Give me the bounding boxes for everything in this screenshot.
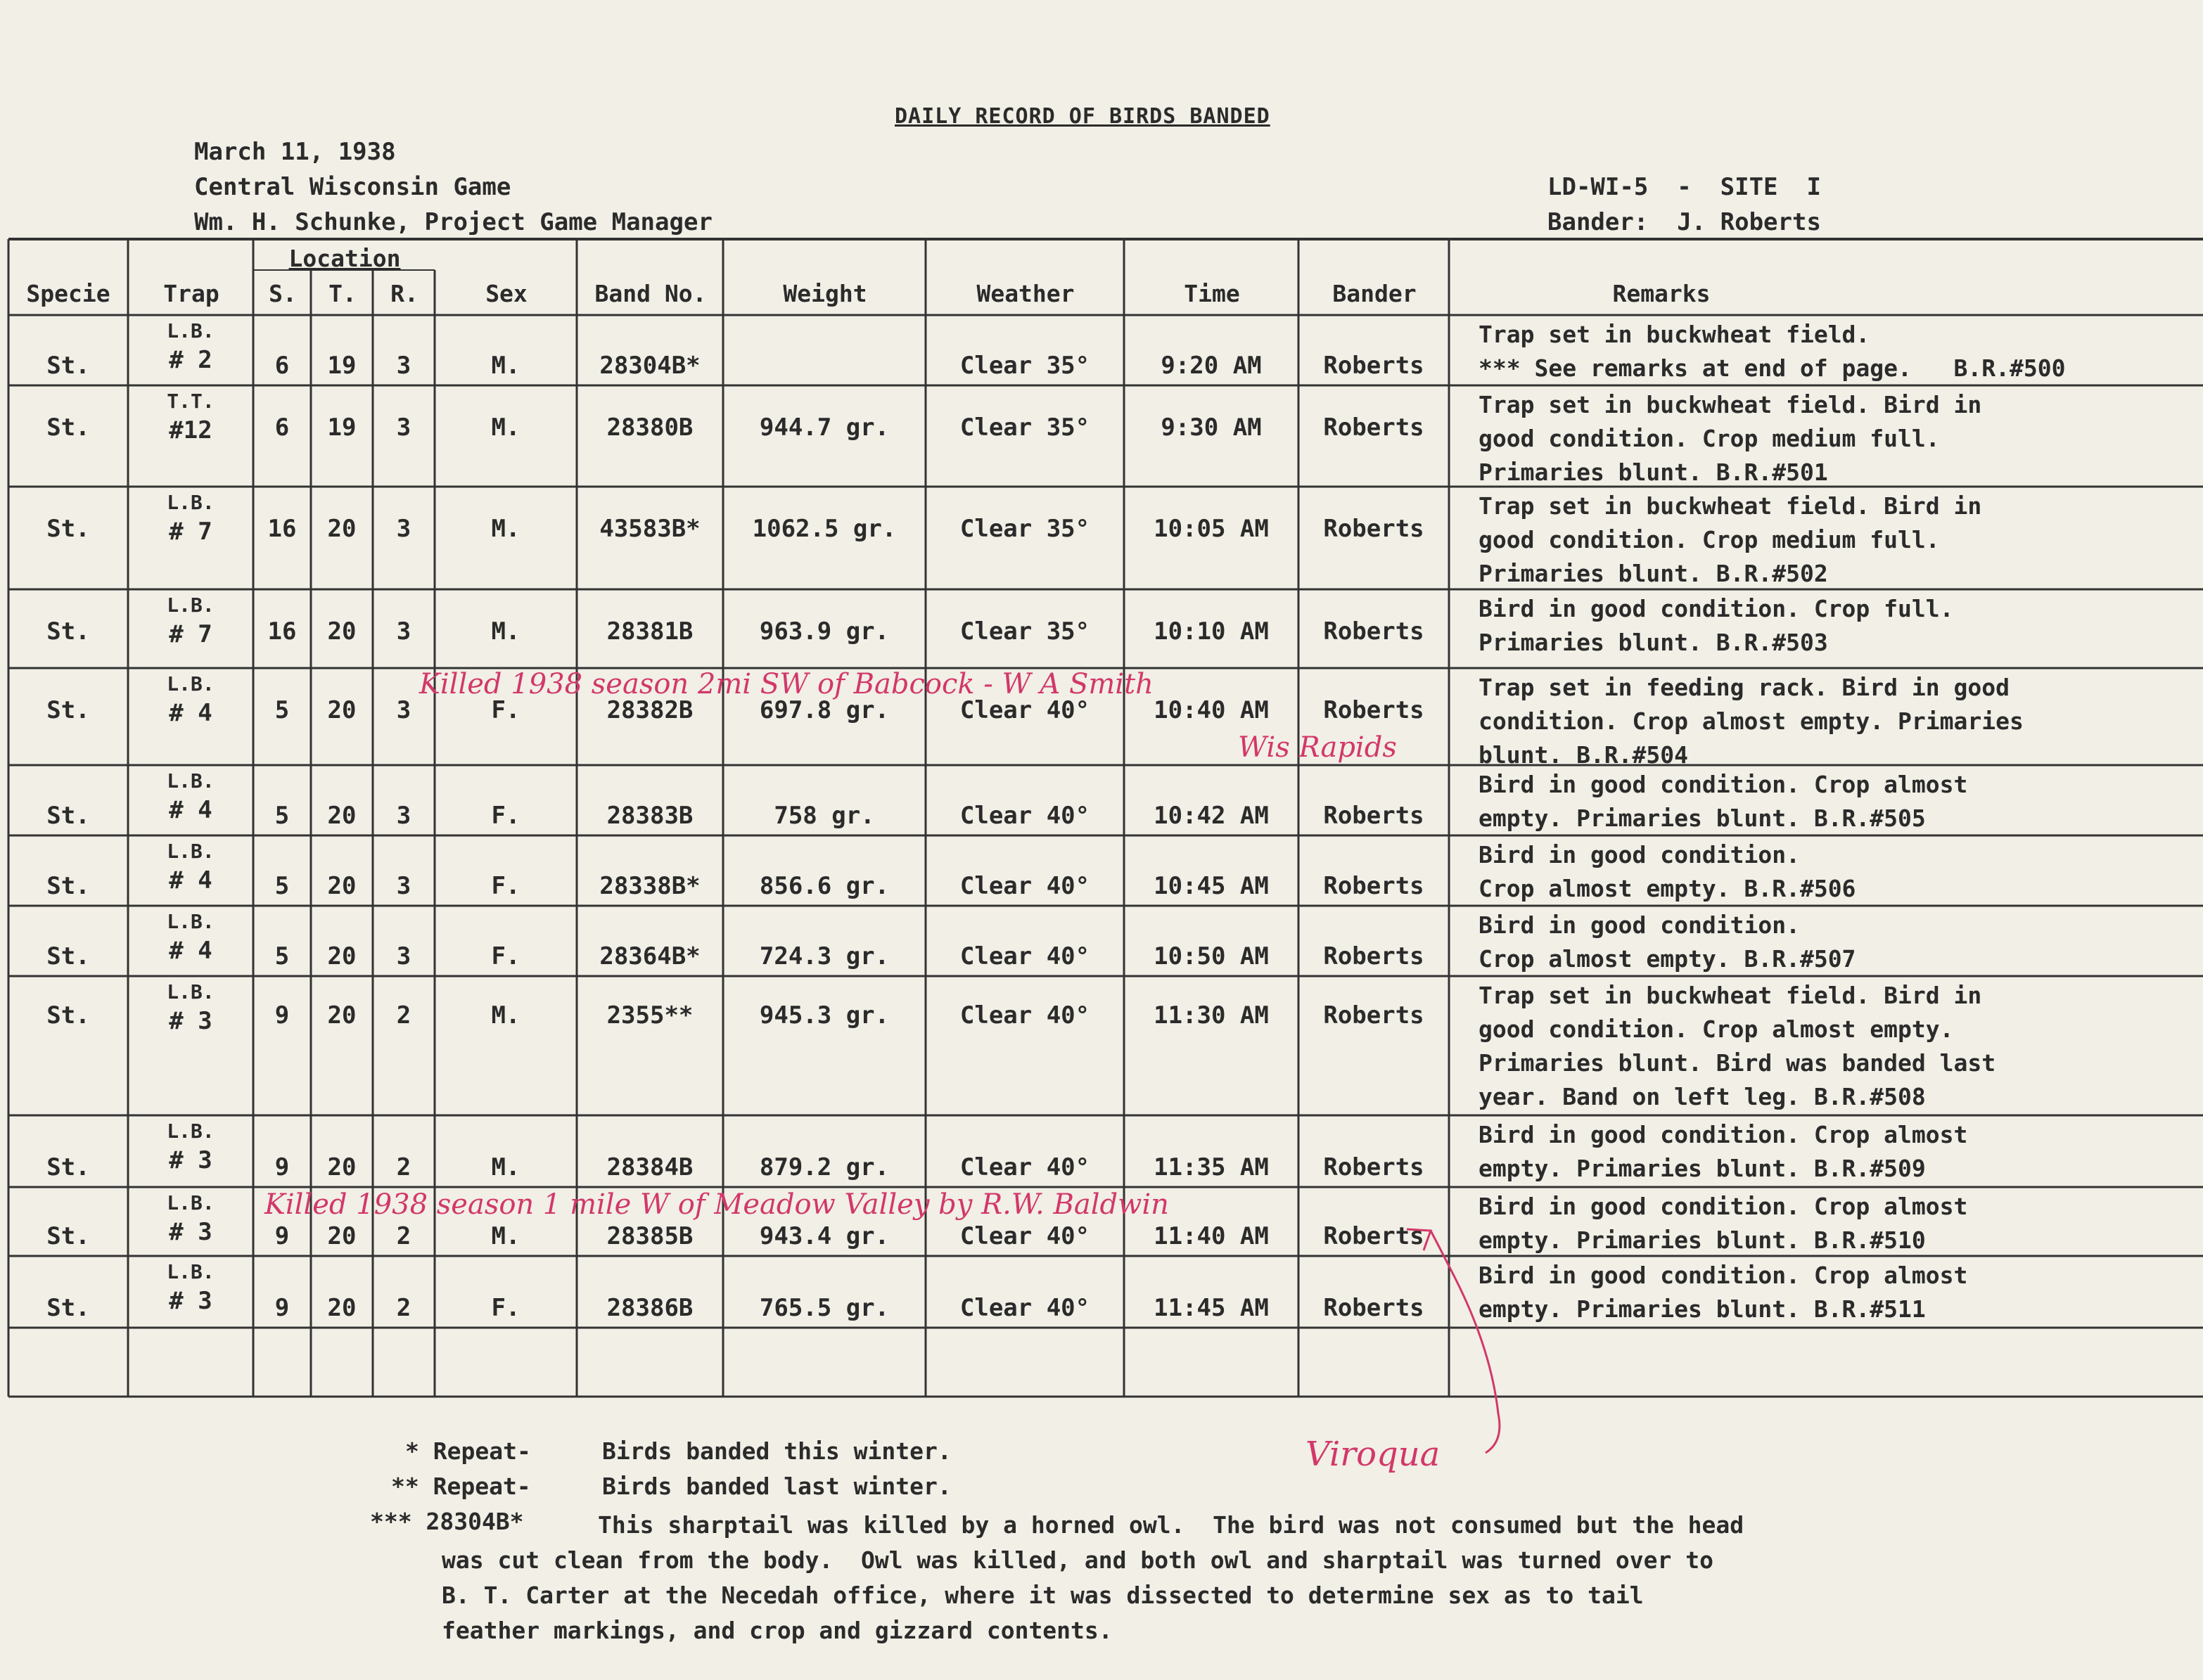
cell-s: 5 <box>274 802 290 830</box>
column-header-remarks: Remarks <box>1612 280 1711 307</box>
cell-r: 2 <box>396 1001 411 1030</box>
cell-bander: Roberts <box>1323 413 1424 442</box>
cell-trap-number: # 7 <box>169 518 212 546</box>
cell-remarks: Bird in good condition. Crop almost empty. B.R.#507 <box>1479 911 1856 973</box>
cell-trap-type: L.B. <box>167 980 215 1003</box>
cell-trap-type: L.B. <box>167 840 215 863</box>
cell-bander: Roberts <box>1323 1153 1424 1181</box>
cell-trap-type: L.B. <box>167 594 215 617</box>
cell-weather: Clear 40° <box>959 1153 1090 1181</box>
cell-trap-number: # 3 <box>169 1287 212 1315</box>
cell-weather: Clear 40° <box>959 1001 1090 1030</box>
cell-sex: M. <box>491 352 521 380</box>
cell-trap-type: L.B. <box>167 319 215 342</box>
cell-specie: St. <box>46 696 90 724</box>
cell-s: 9 <box>274 1001 290 1030</box>
cell-specie: St. <box>46 352 90 380</box>
cell-time: 9:20 AM <box>1161 352 1262 380</box>
manager: Wm. H. Schunke, Project Game Manager <box>194 208 713 236</box>
cell-s: 6 <box>274 352 290 380</box>
cell-time: 10:40 AM <box>1154 696 1269 724</box>
cell-sex: M. <box>491 617 521 646</box>
cell-weight: 724.3 gr. <box>759 942 890 970</box>
cell-weight: 963.9 gr. <box>759 617 890 646</box>
cell-r: 3 <box>396 617 411 646</box>
cell-sex: M. <box>491 1153 521 1181</box>
cell-time: 10:10 AM <box>1154 617 1269 646</box>
cell-weather: Clear 40° <box>959 1222 1090 1250</box>
cell-bander: Roberts <box>1323 802 1424 830</box>
cell-weather: Clear 35° <box>959 352 1090 380</box>
cell-weather: Clear 35° <box>959 413 1090 442</box>
column-header-specie: Specie <box>26 280 110 307</box>
cell-remarks: Trap set in buckwheat field. Bird in good condition. Crop medium full. Primaries blunt. B.R.#502 <box>1479 492 1982 587</box>
cell-r: 2 <box>396 1294 411 1322</box>
cell-bander: Roberts <box>1323 352 1424 380</box>
cell-weight: 697.8 gr. <box>759 696 890 724</box>
cell-band: 2355** <box>606 1001 694 1030</box>
cell-specie: St. <box>46 802 90 830</box>
cell-band: 28381B <box>606 617 694 646</box>
cell-sex: M. <box>491 515 521 543</box>
footnote-mark-repeat-winter: * Repeat- <box>405 1437 531 1465</box>
footnote-mark-owl: *** 28304B* <box>370 1508 524 1535</box>
cell-r: 3 <box>396 696 411 724</box>
cell-specie: St. <box>46 413 90 442</box>
cell-s: 16 <box>267 617 297 646</box>
footnote-text-repeat-last: Birds banded last winter. <box>602 1473 952 1500</box>
footnote-text-repeat-winter: Birds banded this winter. <box>602 1437 952 1465</box>
cell-time: 11:35 AM <box>1154 1153 1269 1181</box>
cell-remarks: Bird in good condition. Crop almost empty. Primaries blunt. B.R.#511 <box>1479 1262 1968 1323</box>
cell-trap-number: #12 <box>169 416 212 444</box>
cell-t: 20 <box>327 696 357 724</box>
cell-bander: Roberts <box>1323 942 1424 970</box>
cell-trap-number: # 7 <box>169 620 212 648</box>
cell-time: 10:42 AM <box>1154 802 1269 830</box>
cell-remarks: Bird in good condition. Crop almost empty. Primaries blunt. B.R.#509 <box>1479 1121 1968 1182</box>
cell-time: 10:05 AM <box>1154 515 1269 543</box>
cell-time: 10:45 AM <box>1154 872 1269 900</box>
cell-t: 20 <box>327 1001 357 1030</box>
cell-time: 10:50 AM <box>1154 942 1269 970</box>
cell-trap-type: L.B. <box>167 1260 215 1283</box>
column-header-band: Band No. <box>594 280 707 307</box>
cell-t: 20 <box>327 515 357 543</box>
cell-trap-type: L.B. <box>167 672 215 695</box>
cell-r: 3 <box>396 942 411 970</box>
cell-remarks: Bird in good condition. Crop almost empty. B.R.#506 <box>1479 841 1856 902</box>
cell-s: 5 <box>274 696 290 724</box>
cell-sex: F. <box>491 942 521 970</box>
cell-r: 2 <box>396 1153 411 1181</box>
cell-trap-number: # 4 <box>169 796 212 824</box>
cell-remarks: Bird in good condition. Crop full. Primaries blunt. B.R.#503 <box>1479 595 1954 656</box>
cell-bander: Roberts <box>1323 1294 1424 1322</box>
column-header-weight: Weight <box>783 280 867 307</box>
page-title: DAILY RECORD OF BIRDS BANDED <box>895 104 1270 129</box>
cell-trap-type: L.B. <box>167 1191 215 1214</box>
cell-trap-type: L.B. <box>167 1120 215 1143</box>
cell-specie: St. <box>46 1222 90 1250</box>
cell-weight: 879.2 gr. <box>759 1153 890 1181</box>
cell-band: 28304B* <box>599 352 701 380</box>
column-header-r: R. <box>390 280 419 307</box>
cell-t: 20 <box>327 1294 357 1322</box>
cell-time: 11:30 AM <box>1154 1001 1269 1030</box>
cell-sex: M. <box>491 413 521 442</box>
cell-sex: M. <box>491 1001 521 1030</box>
cell-weather: Clear 35° <box>959 515 1090 543</box>
cell-s: 6 <box>274 413 290 442</box>
cell-bander: Roberts <box>1323 1222 1424 1250</box>
cell-specie: St. <box>46 942 90 970</box>
cell-t: 20 <box>327 617 357 646</box>
column-header-location: Location <box>288 245 401 272</box>
handwritten-note-wis-rapids: Wis Rapids <box>1238 731 1397 764</box>
handwritten-note-viroqua: Viroqua <box>1305 1435 1441 1474</box>
cell-weather: Clear 35° <box>959 617 1090 646</box>
cell-band: 28338B* <box>599 872 701 900</box>
column-header-weather: Weather <box>976 280 1075 307</box>
cell-t: 20 <box>327 1153 357 1181</box>
cell-time: 9:30 AM <box>1161 413 1262 442</box>
handwritten-note-killed-meadow-valley: Killed 1938 season 1 mile W of Meadow Valley by R.W. Baldwin <box>264 1188 1169 1221</box>
cell-sex: M. <box>491 1222 521 1250</box>
cell-trap-type: T.T. <box>167 390 215 413</box>
cell-band: 28383B <box>606 802 694 830</box>
cell-t: 20 <box>327 942 357 970</box>
cell-sex: F. <box>491 872 521 900</box>
cell-t: 20 <box>327 1222 357 1250</box>
cell-trap-number: # 3 <box>169 1146 212 1174</box>
cell-trap-number: # 2 <box>169 346 212 374</box>
cell-r: 3 <box>396 802 411 830</box>
cell-weight: 1062.5 gr. <box>752 515 897 543</box>
cell-trap-type: L.B. <box>167 910 215 933</box>
column-header-s: S. <box>269 280 297 307</box>
cell-sex: F. <box>491 1294 521 1322</box>
cell-specie: St. <box>46 617 90 646</box>
cell-remarks: Bird in good condition. Crop almost empty. Primaries blunt. B.R.#510 <box>1479 1193 1968 1254</box>
organization: Central Wisconsin Game <box>194 173 511 201</box>
column-header-bander: Bander <box>1332 280 1417 307</box>
cell-weather: Clear 40° <box>959 872 1090 900</box>
cell-remarks: Trap set in buckwheat field. *** See remarks at end of page. B.R.#500 <box>1479 321 2066 382</box>
cell-specie: St. <box>46 1153 90 1181</box>
cell-specie: St. <box>46 1294 90 1322</box>
cell-weather: Clear 40° <box>959 802 1090 830</box>
cell-bander: Roberts <box>1323 617 1424 646</box>
record-date: March 11, 1938 <box>194 138 396 166</box>
cell-s: 9 <box>274 1294 290 1322</box>
cell-remarks: Trap set in buckwheat field. Bird in good condition. Crop medium full. Primaries blunt. B.R.#501 <box>1479 391 1982 486</box>
cell-s: 5 <box>274 872 290 900</box>
cell-r: 3 <box>396 413 411 442</box>
cell-band: 28382B <box>606 696 694 724</box>
cell-specie: St. <box>46 872 90 900</box>
cell-time: 11:40 AM <box>1154 1222 1269 1250</box>
cell-remarks: Trap set in buckwheat field. Bird in good condition. Crop almost empty. Primaries blunt. Bird was banded last year. Band on left leg. B.R.#508 <box>1479 982 1996 1110</box>
cell-band: 28384B <box>606 1153 694 1181</box>
cell-r: 2 <box>396 1222 411 1250</box>
cell-s: 5 <box>274 942 290 970</box>
column-header-trap: Trap <box>163 280 219 307</box>
cell-trap-number: # 4 <box>169 866 212 894</box>
cell-weight: 856.6 gr. <box>759 872 890 900</box>
cell-trap-number: # 3 <box>169 1218 212 1246</box>
cell-r: 3 <box>396 352 411 380</box>
cell-sex: F. <box>491 802 521 830</box>
cell-weather: Clear 40° <box>959 1294 1090 1322</box>
cell-time: 11:45 AM <box>1154 1294 1269 1322</box>
cell-weight: 943.4 gr. <box>759 1222 890 1250</box>
cell-t: 20 <box>327 872 357 900</box>
cell-bander: Roberts <box>1323 696 1424 724</box>
cell-specie: St. <box>46 515 90 543</box>
cell-s: 9 <box>274 1222 290 1250</box>
cell-band: 28385B <box>606 1222 694 1250</box>
bander-name: Bander: J. Roberts <box>1547 208 1821 236</box>
cell-remarks: Bird in good condition. Crop almost empty. Primaries blunt. B.R.#505 <box>1479 771 1968 832</box>
cell-band: 43583B* <box>599 515 701 543</box>
cell-band: 28364B* <box>599 942 701 970</box>
cell-weight: 945.3 gr. <box>759 1001 890 1030</box>
cell-weather: Clear 40° <box>959 696 1090 724</box>
cell-t: 19 <box>327 413 357 442</box>
cell-s: 9 <box>274 1153 290 1181</box>
cell-r: 3 <box>396 872 411 900</box>
cell-t: 19 <box>327 352 357 380</box>
handwritten-note-killed-babcock: Killed 1938 season 2mi SW of Babcock - W A Smith <box>419 668 1154 700</box>
cell-trap-number: # 3 <box>169 1007 212 1035</box>
cell-trap-type: L.B. <box>167 769 215 793</box>
footnote-mark-repeat-last: ** Repeat- <box>391 1473 531 1500</box>
cell-bander: Roberts <box>1323 515 1424 543</box>
column-header-sex: Sex <box>485 280 528 307</box>
cell-bander: Roberts <box>1323 1001 1424 1030</box>
cell-band: 28386B <box>606 1294 694 1322</box>
column-header-t: T. <box>328 280 357 307</box>
cell-s: 16 <box>267 515 297 543</box>
cell-band: 28380B <box>606 413 694 442</box>
cell-weight: 758 gr. <box>774 802 875 830</box>
cell-weight: 765.5 gr. <box>759 1294 890 1322</box>
cell-r: 3 <box>396 515 411 543</box>
cell-t: 20 <box>327 802 357 830</box>
cell-weather: Clear 40° <box>959 942 1090 970</box>
cell-specie: St. <box>46 1001 90 1030</box>
column-header-time: Time <box>1184 280 1240 307</box>
cell-trap-type: L.B. <box>167 491 215 514</box>
cell-trap-number: # 4 <box>169 699 212 727</box>
site-code: LD-WI-5 - SITE I <box>1547 173 1821 201</box>
cell-bander: Roberts <box>1323 872 1424 900</box>
cell-trap-number: # 4 <box>169 937 212 965</box>
cell-remarks: Trap set in feeding rack. Bird in good condition. Crop almost empty. Primaries blunt. B.R.#504 <box>1479 674 2024 769</box>
footnote-text-owl: This sharptail was killed by a horned owl. The bird was not consumed but the head was cut clean from the body. Owl was killed, and both owl and sharptail was turned over to B. T. Carter at the Necedah office, where it was dissected to determine sex as to tail feather markings, and crop and gizzard contents. <box>442 1511 1744 1644</box>
cell-weight: 944.7 gr. <box>759 413 890 442</box>
cell-sex: F. <box>491 696 521 724</box>
